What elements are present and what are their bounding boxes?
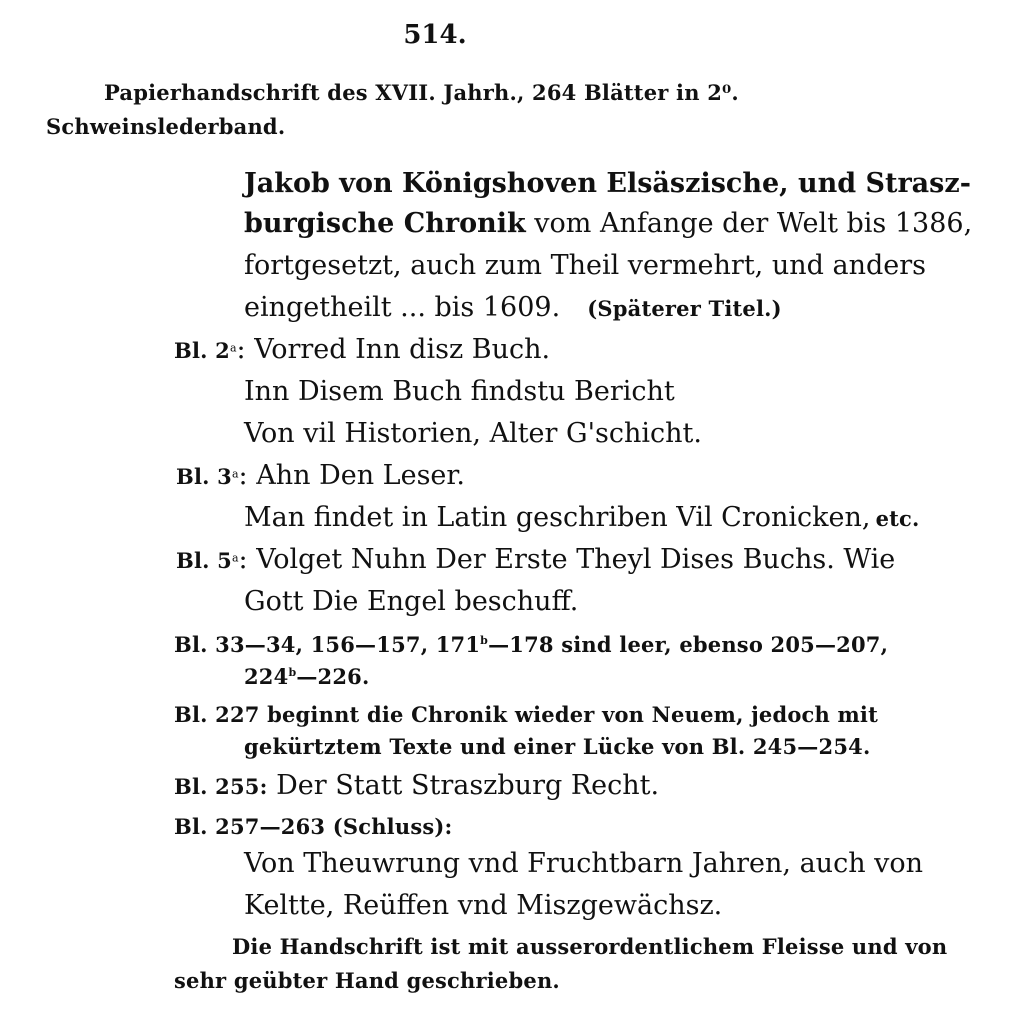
bl2-sup: a [229,341,237,355]
bl255-label: Bl. 255: [174,774,268,799]
bl227-line-1: Bl. 227 beginnt die Chronik wieder von Neuem, jedoch mit [174,702,879,727]
bl257-verse-1: Von Theuwrung vnd Fruchtbarn Jahren, auch von [244,848,924,879]
title-line-2 [244,208,972,239]
bl3-verse-etc: etc. [875,506,920,531]
entry-bl-2 [174,334,550,365]
page-number: 514. [403,20,467,50]
leer-line-2 [244,664,370,689]
bl257-verse-2: Keltte, Reüffen vnd Miszgewächsz. [244,890,723,921]
header-line-2: Schweinslederband. [46,114,286,139]
title-line-4 [244,292,782,323]
header-line-1: Papierhandschrift des XVII. Jahrh., 264 Blätter in 2⁰. [104,80,739,105]
title-bold-part: burgische Chronik [244,208,526,239]
leer-line-1 [174,632,888,657]
title-note: (Späterer Titel.) [587,296,782,321]
bl5-label: Bl. 5 [176,548,232,573]
bl255-text: Der Statt Straszburg Recht. [267,770,660,801]
bl3-sup: a [231,467,239,481]
leer-sup-1: b [480,634,489,647]
entry-bl-3 [176,460,465,491]
bl2-verse-2: Von vil Historien, Alter G'schicht. [244,418,702,449]
bl2-text: : Vorred Inn disz Buch. [236,334,551,365]
title-line-4-text: eingetheilt ... bis 1609. [244,292,561,323]
bl3-text: : Ahn Den Leser. [238,460,465,491]
bl257-label: Bl. 257—263 (Schluss): [174,814,453,839]
bl3-verse-text: Man findet in Latin geschriben Vil Cronicken, [244,502,871,533]
leer-line-2-a: 224 [244,664,289,689]
leer-line-1-b: —178 sind leer, ebenso 205—207, [488,632,889,657]
bl2-verse-1: Inn Disem Buch findstu Bericht [244,376,675,407]
title-line-1: Jakob von Königshoven Elsäszische, und Strasz- [244,168,971,199]
bl3-label: Bl. 3 [176,464,232,489]
entry-bl-255 [174,770,659,801]
footer-line-2: sehr geübter Hand geschrieben. [174,968,560,993]
bl5-sup: a [231,551,239,565]
bl3-verse [244,502,920,533]
bl227-line-2: gekürtztem Texte und einer Lücke von Bl. 245—254. [244,734,871,759]
leer-sup-2: b [288,666,297,679]
bl2-label: Bl. 2 [174,338,230,363]
title-line-3: fortgesetzt, auch zum Theil vermehrt, und anders [244,250,926,281]
bl5-continuation: Gott Die Engel beschuff. [244,586,579,617]
bl5-text: : Volget Nuhn Der Erste Theyl Dises Buchs. Wie [238,544,896,575]
entry-bl-5 [176,544,895,575]
title-rest: vom Anfange der Welt bis 1386, [525,208,973,239]
footer-line-1: Die Handschrift ist mit ausserordentlichem Fleisse und von [232,934,948,959]
leer-line-1-a: Bl. 33—34, 156—157, 171 [174,632,481,657]
leer-line-2-b: —226. [296,664,370,689]
